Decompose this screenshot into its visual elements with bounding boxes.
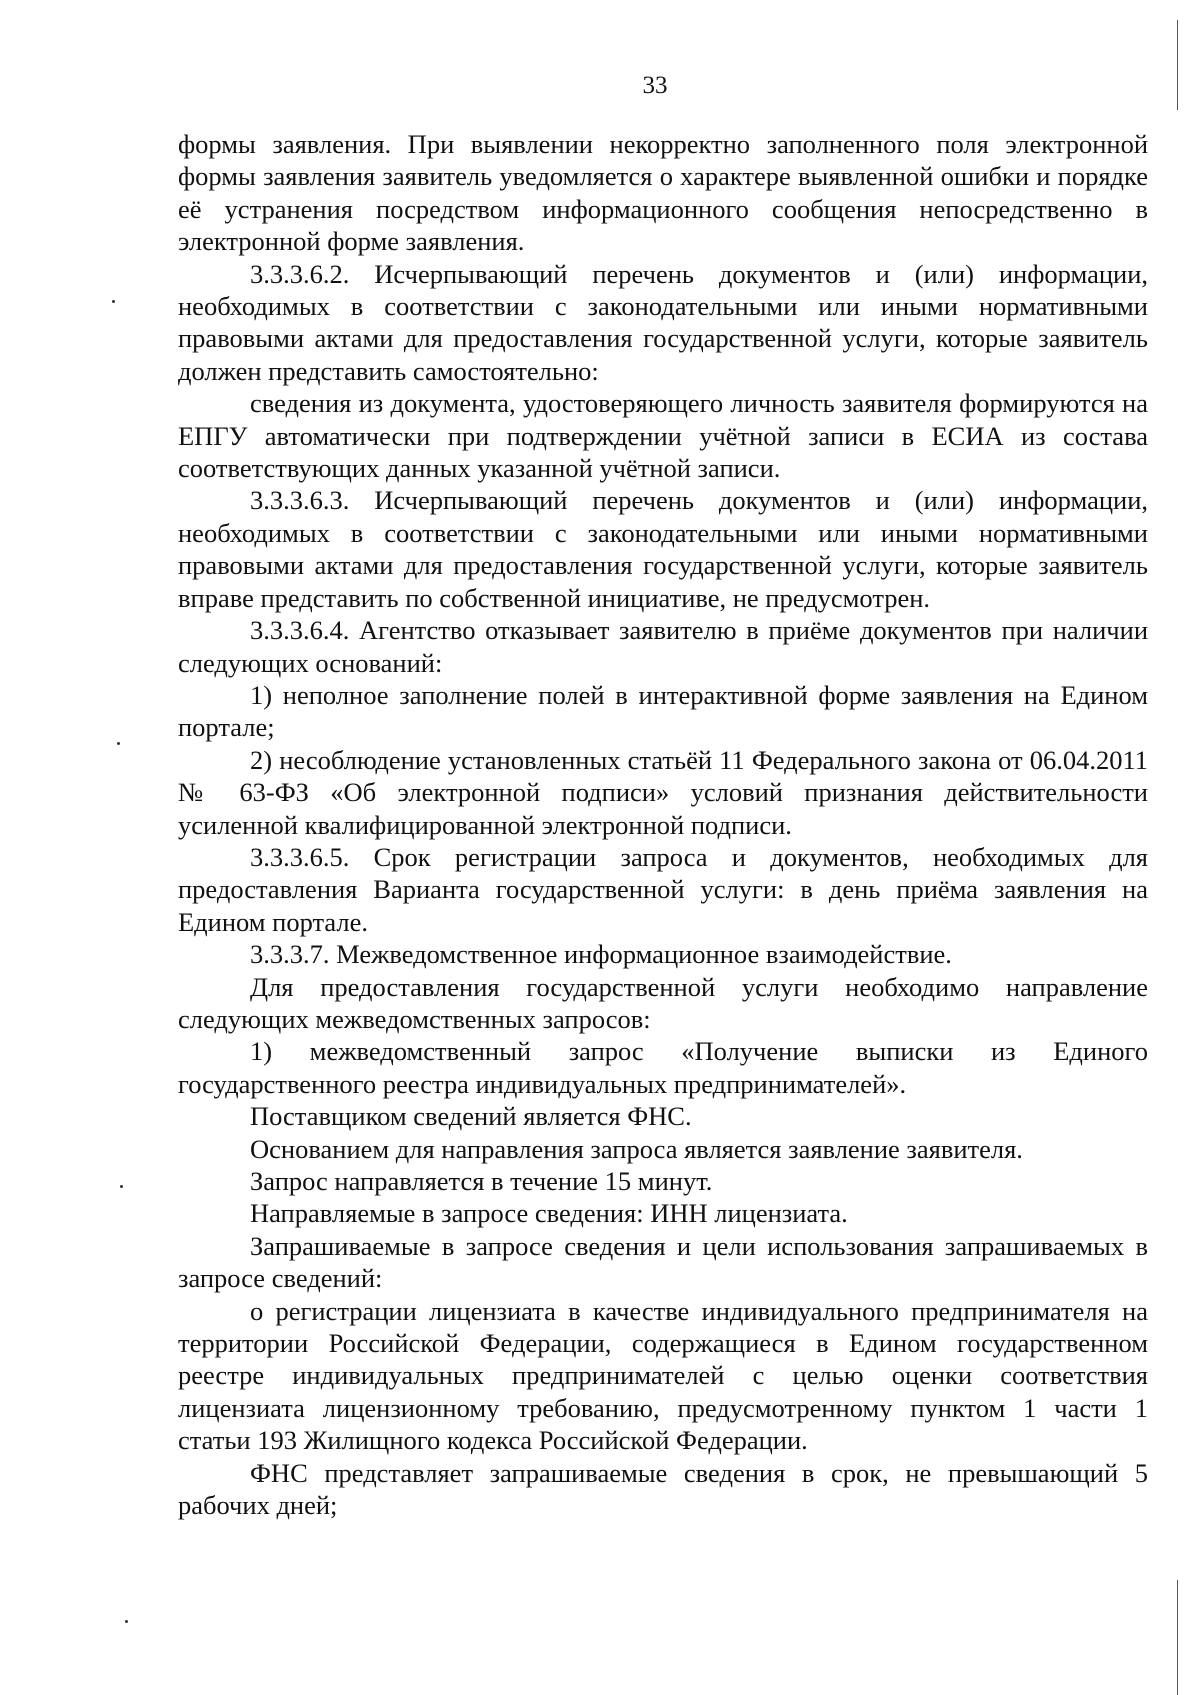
section-heading: 3.3.3.7. Межведомственное информационное взаимодействие. [250, 939, 952, 970]
paragraph: Поставщиком сведений является ФНС. [250, 1101, 692, 1132]
scan-speck [120, 1185, 123, 1188]
paragraph: формы заявления. При выявлении некорректно заполненного поля электронной формы заявления заявитель уведомляется о характере выявленной ошибки и порядке её устранения посредством информационного сообщения непосредственно в электронной форме заявления. [178, 129, 1148, 257]
page-number: 33 [642, 72, 668, 99]
paragraph: 3.3.3.6.2. Исчерпывающий перечень документов и (или) информации, необходимых в соответствии с законодательными или иными нормативными правовыми актами для предоставления государственной услуги, которые заявитель должен представить самостоятельно: [178, 258, 1148, 386]
paragraph: 3.3.3.6.3. Исчерпывающий перечень документов и (или) информации, необходимых в соответствии с законодательными или иными нормативными правовыми актами для предоставления государственной услуги, которые заявитель вправе представить по собственной инициативе, не предусмотрен. [178, 485, 1148, 613]
scan-edge-line [1177, 1580, 1178, 1695]
paragraph: Запрос направляется в течение 15 минут. [250, 1166, 713, 1196]
list-item: 1) неполное заполнение полей в интерактивной форме заявления на Едином портале; [178, 679, 1148, 743]
scan-speck [112, 300, 115, 303]
paragraph: ФНС представляет запрашиваемые сведения в срок, не превышающий 5 рабочих дней; [178, 1457, 1148, 1521]
scan-speck [117, 742, 120, 745]
paragraph: Для предоставления государственной услуги необходимо направление следующих межведомственных запросов: [178, 971, 1148, 1034]
paragraph: 3.3.3.6.5. Срок регистрации запроса и документов, необходимых для предоставления Варианта государственной услуги: в день приёма заявления на Едином портале. [178, 841, 1148, 937]
list-item: 2) несоблюдение установленных статьёй 11 Федерального закона от 06.04.2011 № 63-ФЗ «Об электронной подписи» условий признания действительности усиленной квалифицированной электронной подписи. [178, 744, 1148, 840]
list-item: 1) межведомственный запрос «Получение выписки из Единого государственного реестра индивидуальных предпринимателей». [178, 1036, 1148, 1099]
scan-speck [125, 1620, 128, 1623]
document-body [178, 128, 1148, 1521]
paragraph: 3.3.3.6.4. Агентство отказывает заявителю в приёме документов при наличии следующих оснований: [178, 615, 1148, 678]
scan-edge-line [1177, 20, 1178, 110]
paragraph: сведения из документа, удостоверяющего личность заявителя формируются на ЕПГУ автоматически при подтверждении учётной записи в ЕСИА из состава соответствующих данных указанной учётной записи. [178, 388, 1148, 484]
paragraph: Основанием для направления запроса является заявление заявителя. [250, 1133, 1023, 1164]
paragraph: Направляемые в запросе сведения: ИНН лицензиата. [250, 1198, 848, 1229]
paragraph: о регистрации лицензиата в качестве индивидуального предпринимателя на территории Российской Федерации, содержащиеся в Едином государственном реестре индивидуальных предпринимателей с целью оценки соответствия лицензиата лицензионному требованию, предусмотренному пунктом 1 части 1 статьи 193 Жилищного кодекса Российской Федерации. [178, 1295, 1148, 1456]
paragraph: Запрашиваемые в запросе сведения и цели использования запрашиваемых в запросе сведений: [178, 1230, 1148, 1294]
